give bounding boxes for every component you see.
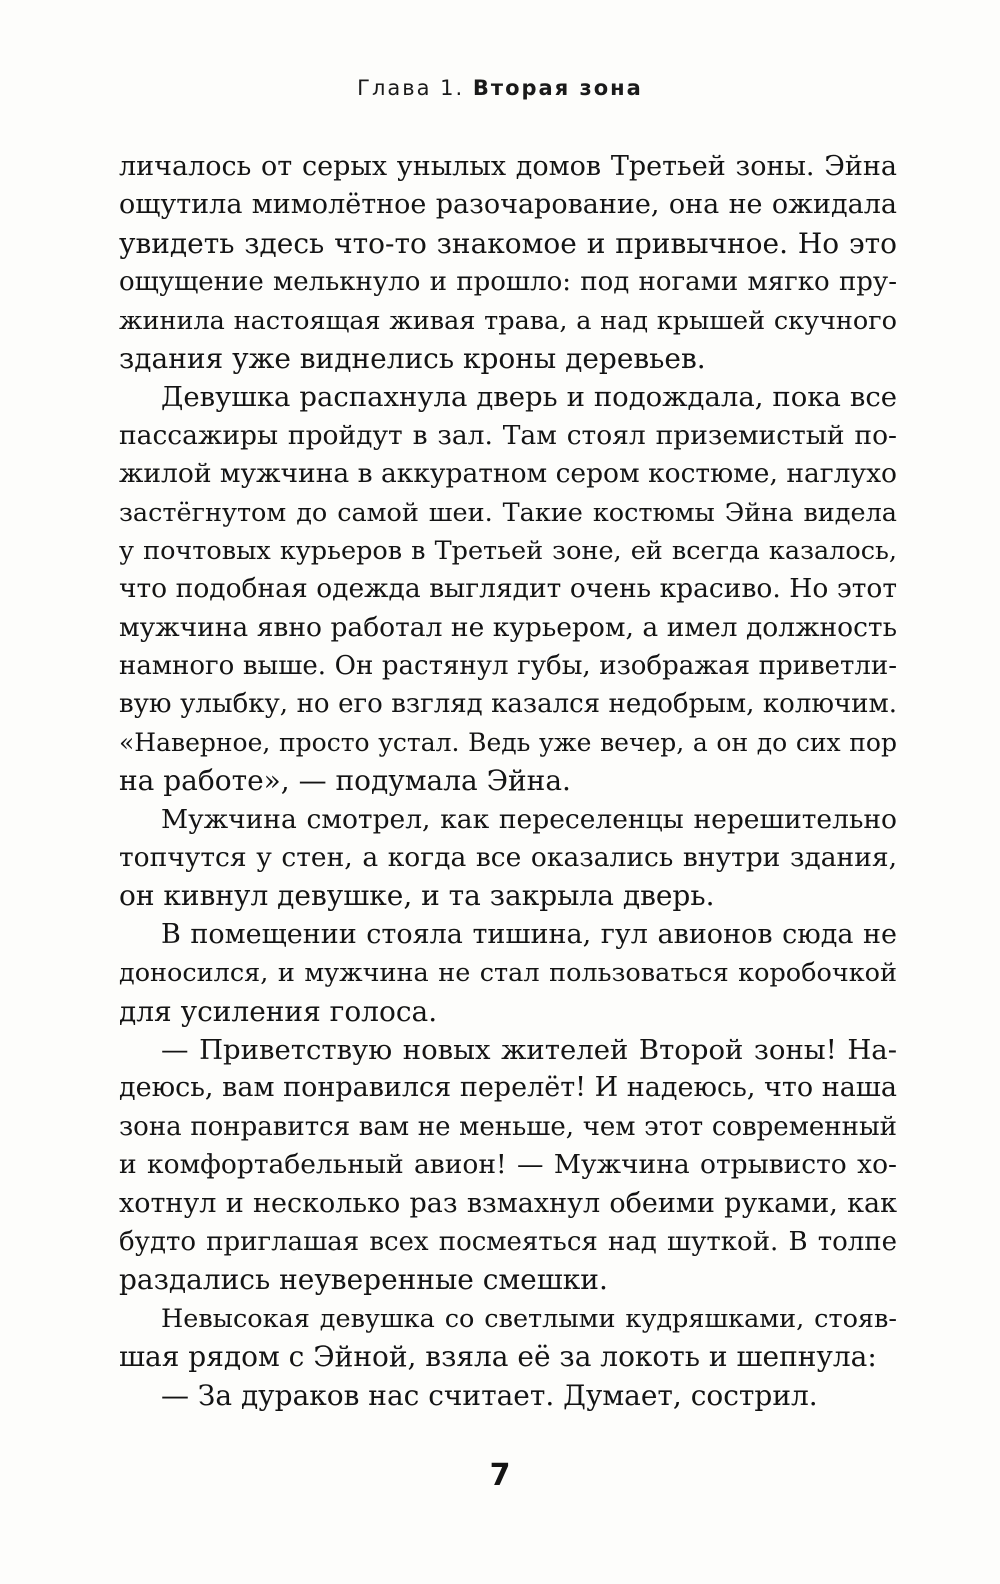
- running-header: [0, 76, 1000, 100]
- chapter-title: Вторая зона: [472, 76, 643, 100]
- text-line: зона понравится вам не меньше, чем этот современный: [119, 1111, 897, 1142]
- text-line: жинила настоящая живая трава, а над крышей скучного: [119, 305, 897, 336]
- text-line: доносился, и мужчина не стал пользоваться коробочкой: [119, 958, 897, 989]
- text-line: увидеть здесь что-то знакомое и привычное. Но это: [119, 226, 897, 260]
- text-line: и комфортабельный авион! — Мужчина отрывисто хо-: [119, 1149, 897, 1181]
- text-line: здания уже виднелись кроны деревьев.: [119, 341, 706, 375]
- text-line: Девушка распахнула дверь и подождала, пока все: [161, 381, 897, 414]
- text-line: жилой мужчина в аккуратном сером костюме, наглухо: [119, 458, 897, 490]
- text-line: ощутила мимолётное разочарование, она не ожидала: [119, 189, 897, 221]
- text-line: мужчина явно работал не курьером, а имел должность: [119, 611, 897, 643]
- text-line: «Наверное, просто устал. Ведь уже вечер, а он до сих пор: [119, 727, 897, 757]
- text-line: раздались неуверенные смешки.: [119, 1263, 608, 1297]
- text-line: для усиления голоса.: [119, 994, 438, 1028]
- text-line: Невысокая девушка со светлыми кудряшками, стояв-: [161, 1303, 897, 1334]
- text-line: застёгнутом до самой шеи. Такие костюмы Эйна видела: [119, 497, 897, 528]
- text-line: — За дураков нас считает. Думает, сострил.: [161, 1378, 818, 1412]
- text-line: Мужчина смотрел, как переселенцы нерешительно: [161, 803, 897, 835]
- text-line: личалось от серых унылых домов Третьей зоны. Эйна: [119, 151, 897, 182]
- chapter-label: Глава 1.: [357, 76, 465, 100]
- text-line: В помещении стояла тишина, гул авионов сюда не: [161, 918, 897, 950]
- text-line: он кивнул девушке, и та закрыла дверь.: [119, 879, 715, 913]
- text-line: топчутся у стен, а когда все оказались внутри здания,: [119, 842, 897, 874]
- text-line: — Приветствую новых жителей Второй зоны! На-: [161, 1033, 897, 1066]
- text-line: что подобная одежда выглядит очень красиво. Но этот: [119, 573, 897, 605]
- text-line: хотнул и несколько раз взмахнул обеими руками, как: [119, 1187, 897, 1219]
- text-line: вую улыбку, но его взгляд казался недобрым, колючим.: [119, 689, 897, 720]
- text-line: намного выше. Он растянул губы, изображая приветли-: [119, 651, 897, 682]
- text-line: будто приглашая всех посмеяться над шуткой. В толпе: [119, 1226, 897, 1257]
- text-line: деюсь, вам понравился перелёт! И надеюсь, что наша: [119, 1072, 897, 1104]
- page-number: 7: [489, 1458, 511, 1493]
- text-line: ощущение мелькнуло и прошло: под ногами мягко пру-: [119, 267, 897, 298]
- text-line: у почтовых курьеров в Третьей зоне, ей всегда казалось,: [119, 535, 897, 566]
- text-line: пассажиры пройдут в зал. Там стоял приземистый по-: [119, 419, 897, 451]
- text-line: на работе», — подумала Эйна.: [119, 764, 571, 798]
- body-text: [119, 148, 897, 1415]
- text-line: шая рядом с Эйной, взяла её за локоть и шепнула:: [119, 1340, 877, 1374]
